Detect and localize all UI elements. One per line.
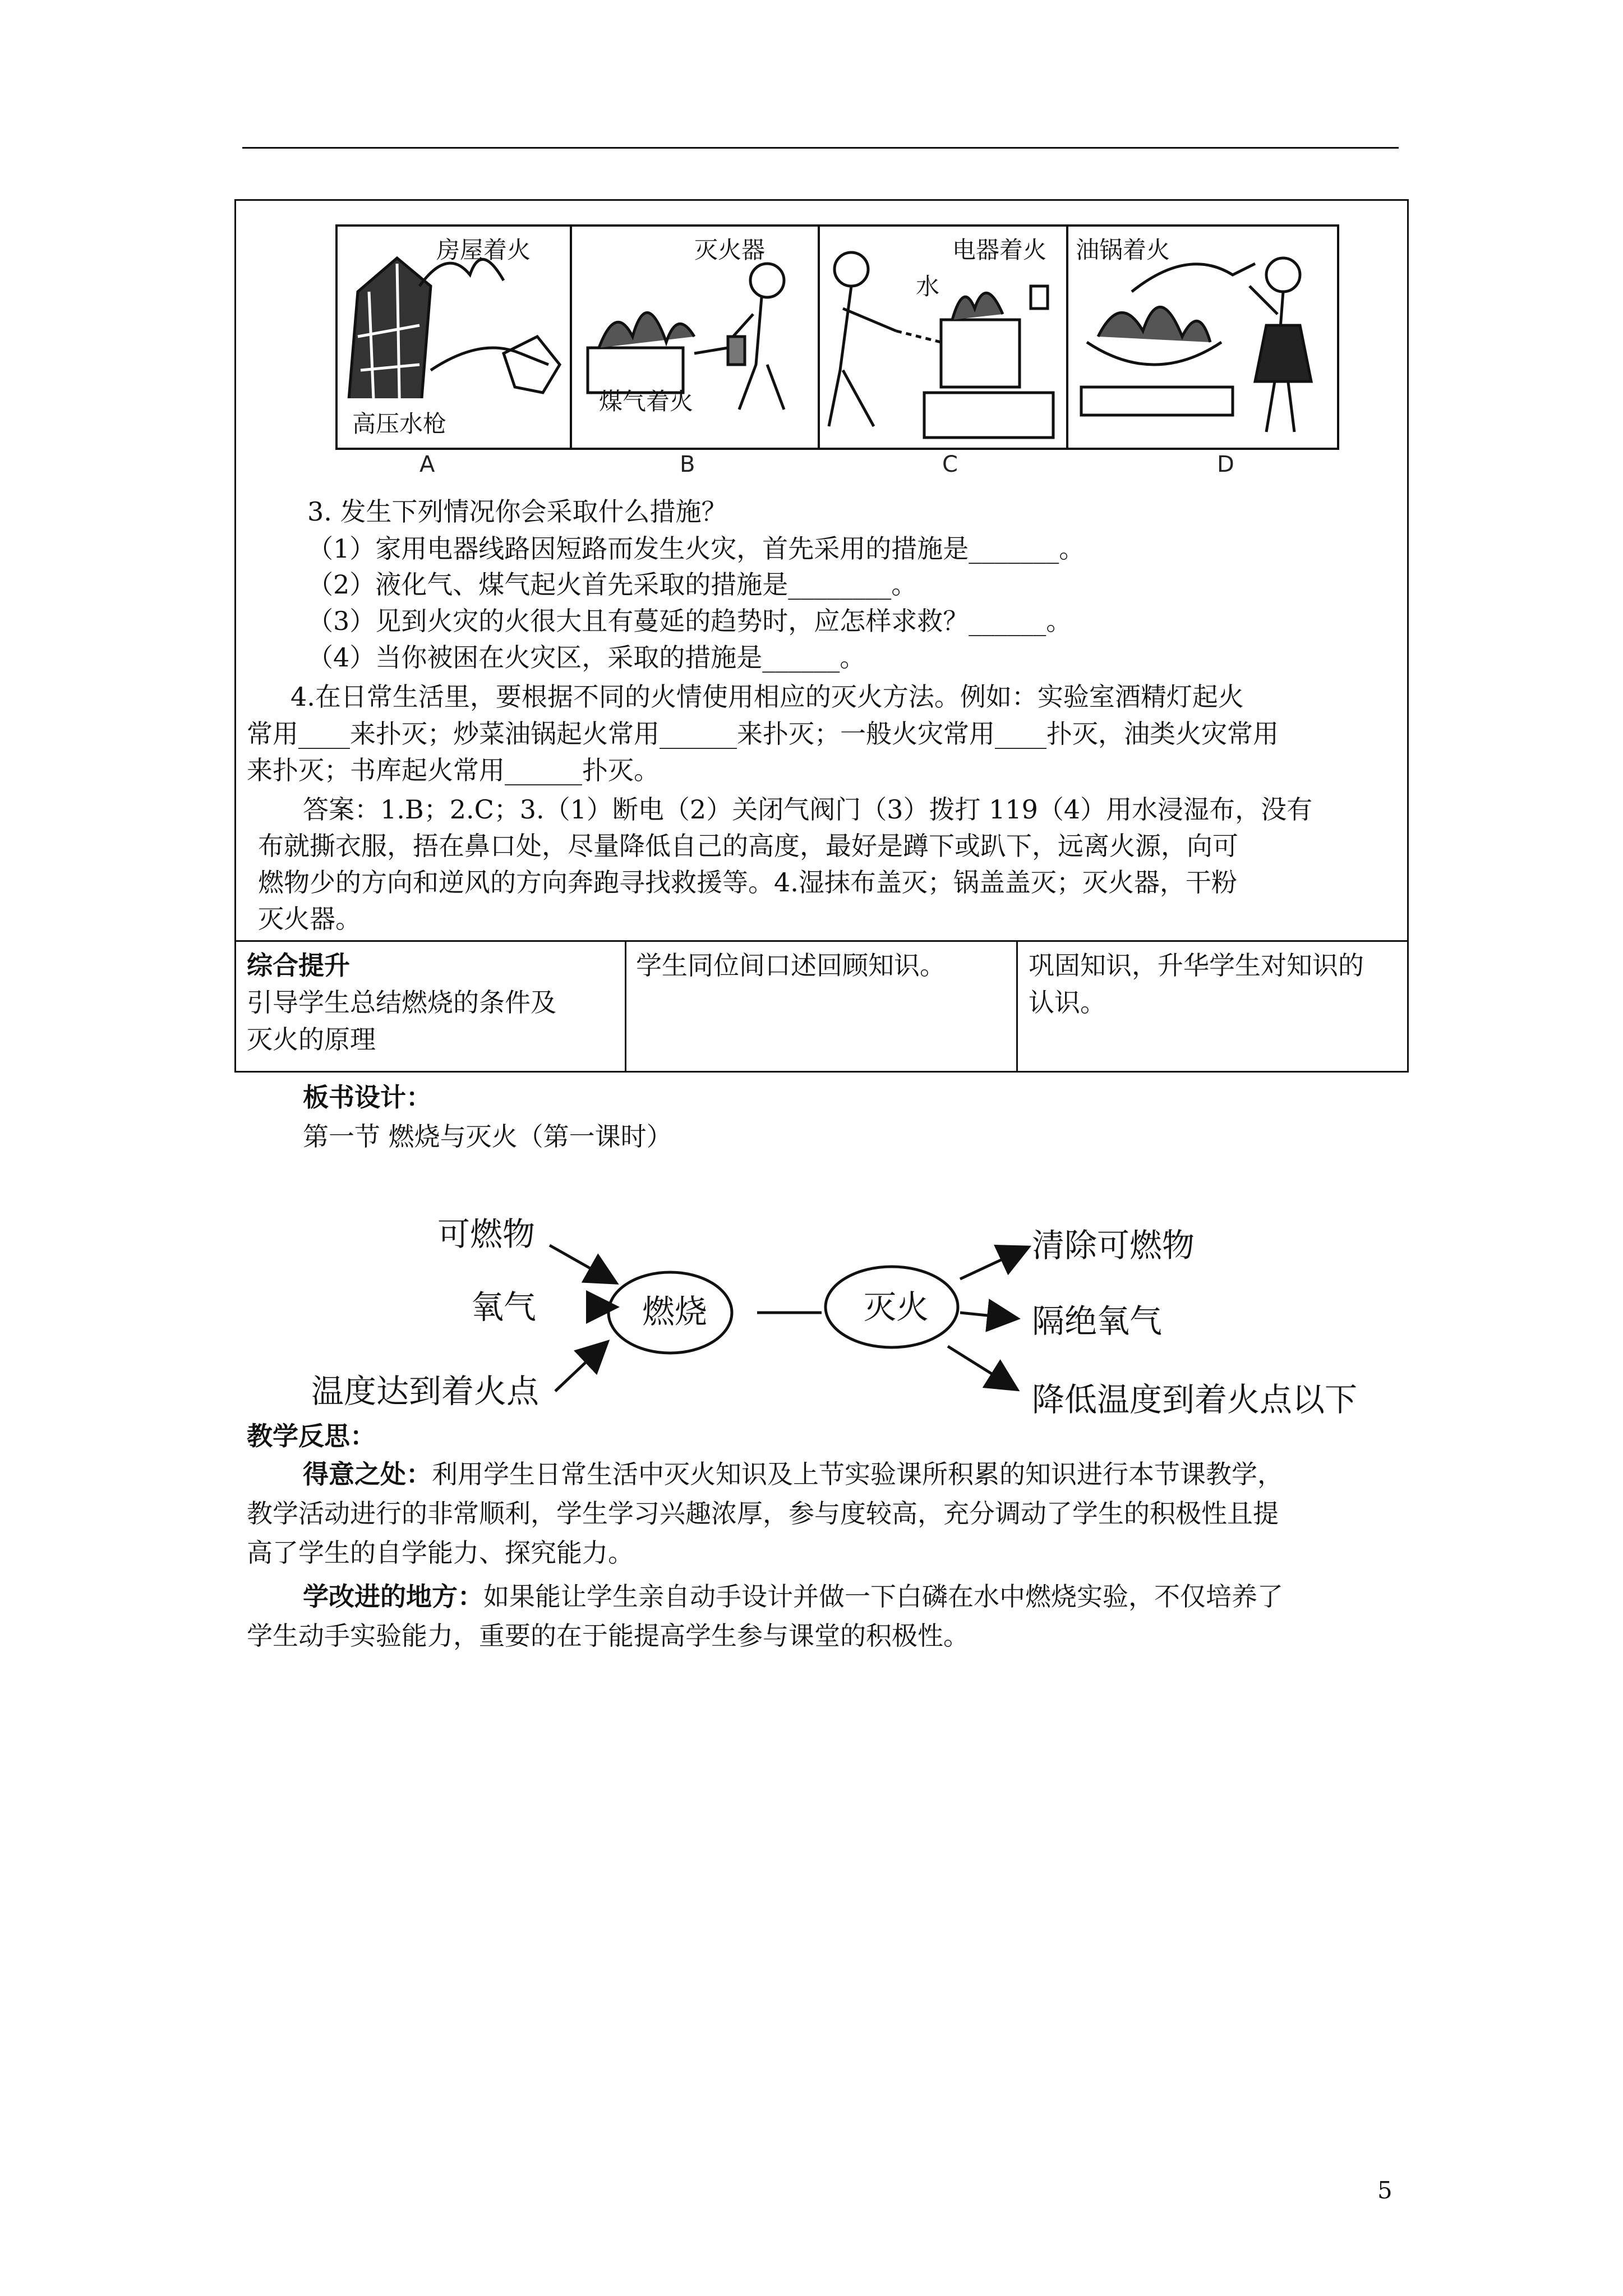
table-cell-text: 认识。 xyxy=(1029,987,1106,1018)
question-4-line: 4.在日常生活里，要根据不同的火情使用相应的灭火方法。例如：实验室酒精灯起火 xyxy=(291,682,1244,712)
board-heading: 板书设计： xyxy=(303,1082,432,1112)
question-3-title: 3. 发生下列情况你会采取什么措施？ xyxy=(307,496,727,527)
panel-b-label-2: 煤气着火 xyxy=(599,388,694,415)
combustion-diagram xyxy=(303,1206,1391,1436)
question-4-line: 常用____来扑灭；炒菜油锅起火常用______来扑灭；一般火灾常用____扑灭，油类火灾常用 xyxy=(247,719,1279,749)
method-remove-fuel: 清除可燃物 xyxy=(1032,1226,1195,1264)
extinguish-node: 灭火 xyxy=(864,1288,929,1326)
panel-a-label-1: 房屋着火 xyxy=(436,236,531,264)
question-3-item: （3）见到火灾的火很大且有蔓延的趋势时，应怎样求救？______。 xyxy=(307,606,1072,636)
question-3-item: （4）当你被困在火灾区，采取的措施是______。 xyxy=(307,642,866,673)
question-3-item: （2）液化气、煤气起火首先采取的措施是________。 xyxy=(307,569,917,600)
panel-a-label-2: 高压水枪 xyxy=(352,410,447,438)
condition-fuel: 可燃物 xyxy=(437,1215,536,1253)
page-number: 5 xyxy=(1377,2177,1393,2204)
condition-oxygen: 氧气 xyxy=(471,1288,537,1326)
reflection-good-line: 教学活动进行的非常顺利，学生学习兴趣浓厚，参与度较高，充分调动了学生的积极性且提 xyxy=(247,1498,1279,1529)
fire-scenes-figure xyxy=(335,224,1339,450)
reflection-improve-label: 学改进的地方： xyxy=(303,1581,483,1612)
condition-temperature: 温度达到着火点 xyxy=(311,1372,540,1410)
method-isolate-oxygen: 隔绝氧气 xyxy=(1032,1302,1163,1340)
table-cell-text: 引导学生总结燃烧的条件及 xyxy=(247,987,556,1018)
panel-d-label-1: 油锅着火 xyxy=(1076,236,1170,264)
table-cell-text: 灭火的原理 xyxy=(247,1024,376,1055)
table-column-divider xyxy=(625,940,626,1073)
figure-caption-a: A xyxy=(419,452,435,477)
table-cell-text: 学生同位间口述回顾知识。 xyxy=(636,950,946,981)
burning-node: 燃烧 xyxy=(642,1292,708,1331)
figure-caption-b: B xyxy=(680,452,695,477)
question-4-line: 来扑灭；书库起火常用______扑灭。 xyxy=(247,755,660,785)
reflection-good-line: 高了学生的自学能力、探究能力。 xyxy=(247,1538,634,1568)
answer-line: 灭火器。 xyxy=(258,904,361,934)
table-column-divider xyxy=(1016,940,1018,1073)
reflection-improve-line: 学改进的地方：如果能让学生亲自动手设计并做一下白磷在水中燃烧实验，不仅培养了 xyxy=(303,1581,1283,1612)
reflection-heading: 教学反思： xyxy=(247,1421,376,1451)
reflection-good-label: 得意之处： xyxy=(303,1459,432,1489)
board-subtitle: 第一节 燃烧与灭火（第一课时） xyxy=(303,1121,672,1152)
question-3-item: （1）家用电器线路因短路而发生火灾，首先采用的措施是_______。 xyxy=(307,533,1085,564)
table-cell-title: 综合提升 xyxy=(247,950,350,981)
method-lower-temperature: 降低温度到着火点以下 xyxy=(1032,1381,1358,1419)
panel-b-label-1: 灭火器 xyxy=(694,236,766,264)
figure-caption-c: C xyxy=(942,452,958,477)
reflection-improve-line: 学生动手实验能力，重要的在于能提高学生参与课堂的积极性。 xyxy=(247,1621,969,1651)
reflection-good-line: 得意之处：利用学生日常生活中灭火知识及上节实验课所积累的知识进行本节课教学， xyxy=(303,1459,1283,1489)
table-row-divider xyxy=(234,940,1409,942)
header-rule xyxy=(242,147,1399,149)
table-cell-text: 巩固知识，升华学生对知识的 xyxy=(1029,950,1364,981)
answer-line: 答案：1.B；2.C；3.（1）断电（2）关闭气阀门（3）拨打 119（4）用水浸湿布，没有 xyxy=(303,794,1313,825)
answer-line: 燃物少的方向和逆风的方向奔跑寻找救援等。4.湿抹布盖灭；锅盖盖灭；灭火器，干粉 xyxy=(258,867,1237,898)
answer-line: 布就撕衣服，捂在鼻口处，尽量降低自己的高度，最好是蹲下或趴下，远离火源，向可 xyxy=(258,831,1238,861)
figure-caption-d: D xyxy=(1217,452,1234,477)
panel-c-label-1: 电器着火 xyxy=(952,236,1047,264)
panel-c-label-2: 水 xyxy=(916,273,940,300)
